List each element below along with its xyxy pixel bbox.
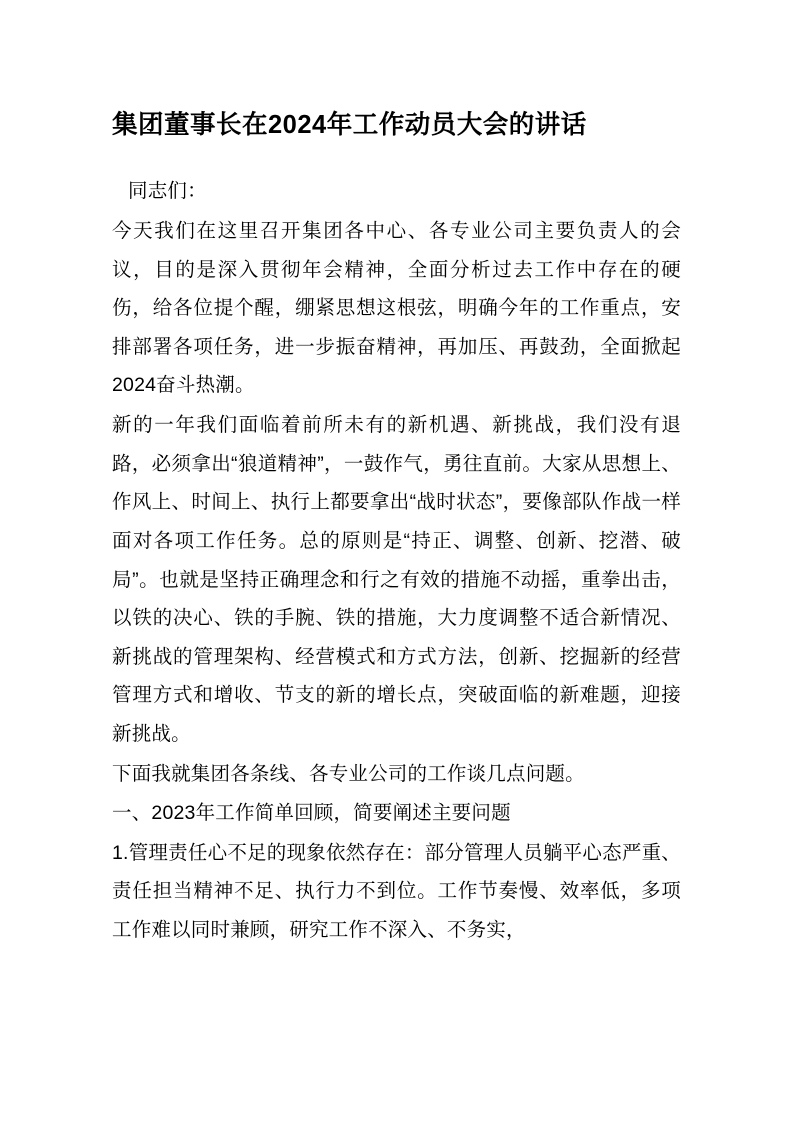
paragraph-body-4: 1.管理责任心不足的现象依然存在：部分管理人员躺平心态严重、责任担当精神不足、执行力不到位。工作节奏慢、效率低，多项工作难以同时兼顾，研究工作不深入、不务实， xyxy=(112,841,681,941)
paragraph-body-3: 下面我就集团各条线、各专业公司的工作谈几点问题。 xyxy=(112,762,585,785)
paragraph-salutation: 同志们： xyxy=(128,180,207,203)
page-title: 集团董事长在2024年工作动员大会的讲话 xyxy=(112,111,587,139)
paragraph-body-1: 今天我们在这里召开集团各中心、各专业公司主要负责人的会议，目的是深入贯彻年会精神，全面分析过去工作中存在的硬伤，给各位提个醒，绷紧思想这根弦，明确今年的工作重点，安排部署各项任务，进一步振奋精神，再加压、再鼓劲，全面掀起2024奋斗热潮。 xyxy=(112,220,681,397)
paragraph-body-2: 新的一年我们面临着前所未有的新机遇、新挑战，我们没有退路，必须拿出“狼道精神”，一鼓作气，勇往直前。大家从思想上、作风上、时间上、执行上都要拿出“战时状态”，要像部队作战一样面对各项工作任务。总的原则是“持正、调整、创新、挖潜、破局”。也就是坚持正确理念和行之有效的措施不动摇，重拳出击，以铁的决心、铁的手腕、铁的措施，大力度调整不适合新情况、新挑战的管理架构、经营模式和方式方法，创新、挖掘新的经营管理方式和增收、节支的新的增长点，突破面临的新难题，迎接新挑战。 xyxy=(112,414,681,745)
section-heading-1: 一、2023年工作简单回顾，简要阐述主要问题 xyxy=(112,802,511,825)
